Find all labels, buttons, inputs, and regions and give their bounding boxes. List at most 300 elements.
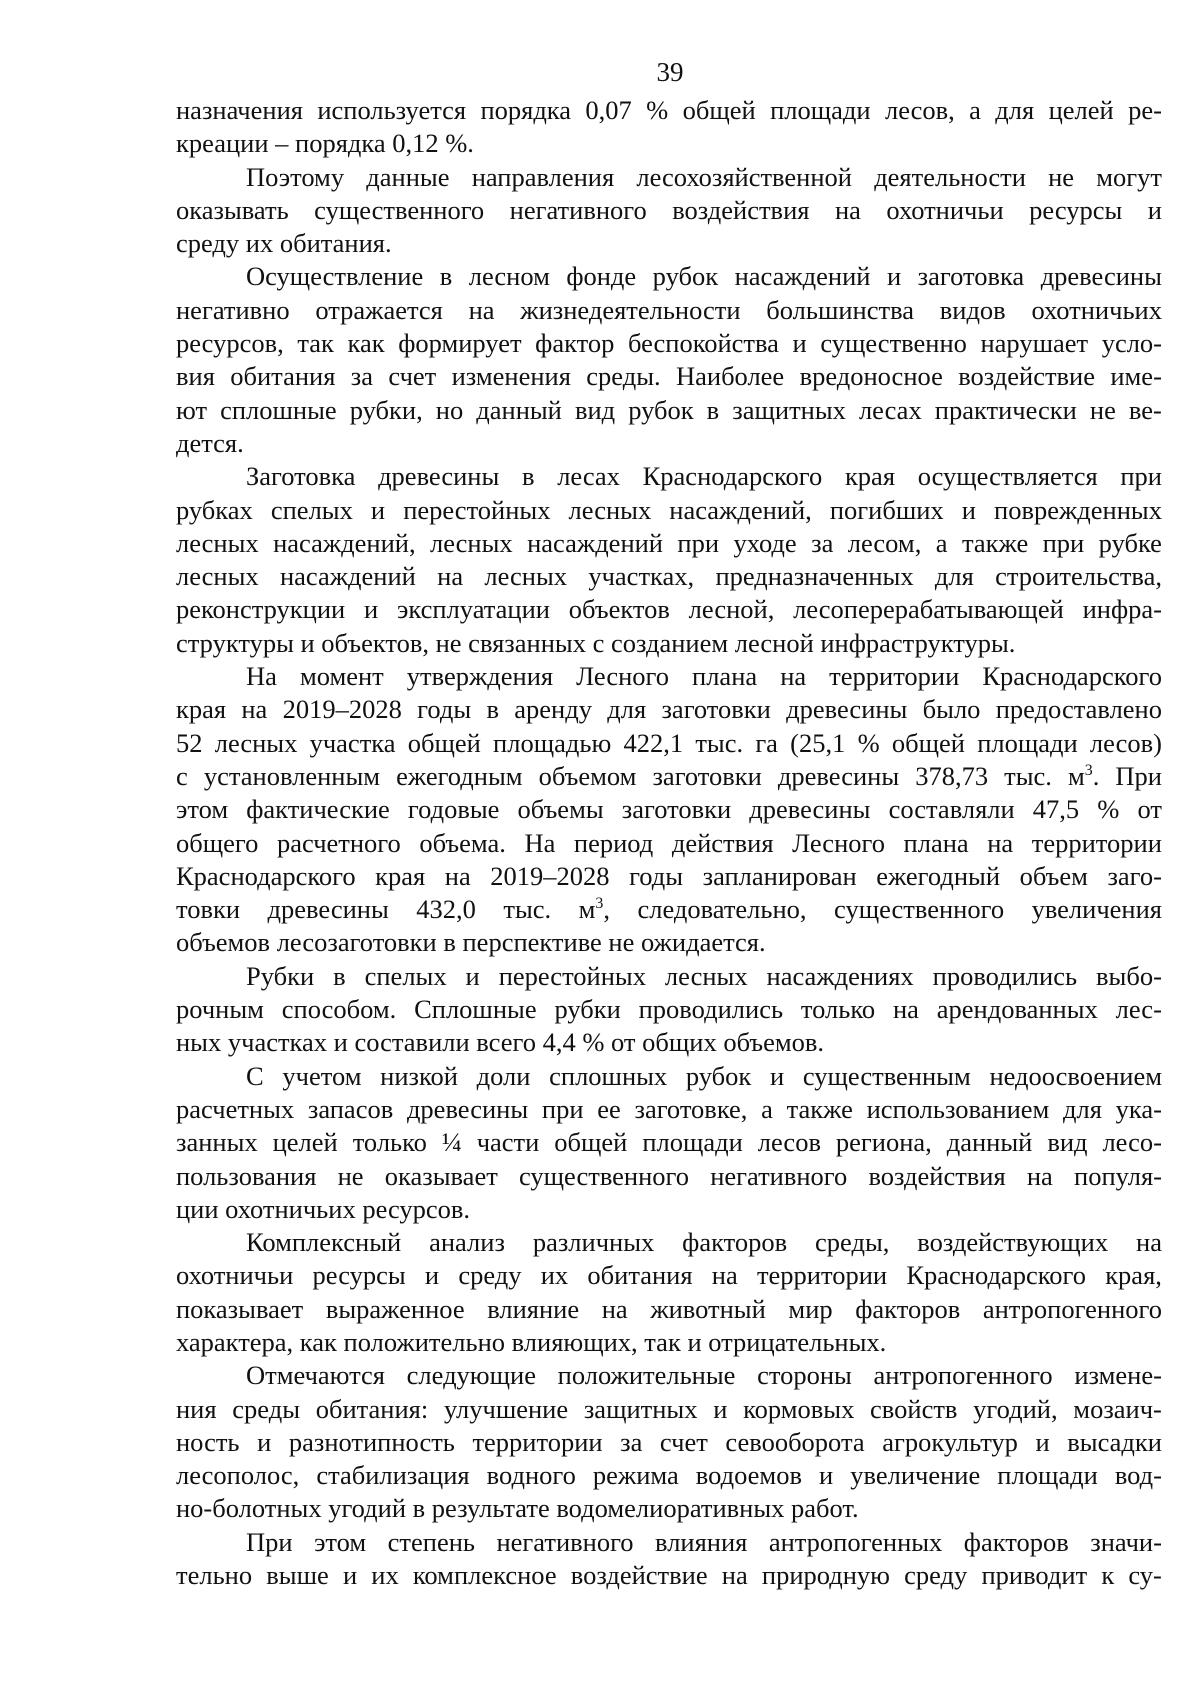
word: сплошные [220, 394, 337, 425]
word: жизнедеятельности [520, 294, 741, 325]
word: насаждениях [766, 960, 914, 991]
word: среду [904, 1560, 968, 1591]
word: площади [770, 95, 871, 125]
word: запасов [307, 1093, 394, 1124]
word: для [607, 694, 647, 725]
word: древесины [749, 794, 871, 825]
word: изменения [451, 361, 571, 392]
word: перестойных [403, 494, 551, 525]
word: 432,0 [416, 894, 476, 925]
word: площади [977, 727, 1078, 758]
word: $м^3$, [578, 894, 610, 925]
word: их [371, 1560, 399, 1591]
word: существенного [518, 1160, 690, 1191]
word: годы [417, 694, 472, 725]
word: в [486, 694, 499, 725]
text-line [176, 1293, 1162, 1326]
word: антропогенных [768, 1526, 943, 1557]
word: стабилизация [316, 1460, 470, 1491]
word: лесных [484, 561, 568, 592]
word: воздействие [570, 1560, 708, 1591]
word: При [246, 1526, 293, 1557]
word: годовые [407, 794, 500, 825]
word: на [834, 194, 861, 225]
word: 47,5 [1032, 794, 1080, 825]
word: Краснодарского [982, 661, 1162, 692]
word: лесных [568, 494, 652, 525]
word: факторов [682, 1227, 788, 1258]
word: Краснодарского [906, 1260, 1086, 1291]
text-line: структуры и объектов, не связанных с созданием лесной инфраструктуры. [176, 627, 1016, 658]
word: их [540, 1260, 569, 1291]
word: на [780, 661, 807, 692]
word: усло- [1101, 328, 1162, 359]
text-line [176, 827, 1162, 860]
word: 422,1 [623, 727, 684, 758]
word: обитания [230, 361, 336, 392]
word: приводит [981, 1560, 1088, 1591]
word: рубках [176, 494, 253, 525]
word: заготовке, [634, 1093, 748, 1124]
word: охотничьи [886, 194, 1004, 225]
word: вия [176, 361, 215, 392]
word: негативного [710, 1160, 848, 1191]
text-line [176, 793, 1162, 826]
word: этом [176, 794, 229, 825]
word: лесом, [847, 527, 922, 558]
word: проводились [638, 994, 784, 1025]
word: Лесного [792, 827, 885, 858]
word: не [337, 1160, 364, 1191]
word: увеличение [850, 1460, 981, 1491]
word: Наиболее [675, 361, 785, 392]
word: площади [997, 1460, 1098, 1491]
word: насаждений [279, 561, 416, 592]
word: воздействие [958, 361, 1095, 392]
word: региона, [835, 1127, 932, 1158]
word: улучшение [443, 1393, 569, 1424]
word: антропогенного [873, 1360, 1053, 1391]
word: существенным [802, 1060, 971, 1091]
word: расчетного [276, 827, 401, 858]
word: недоосвоением [989, 1060, 1162, 1091]
word: установленным [203, 760, 381, 791]
text-line [176, 260, 1162, 293]
word: популя- [1074, 1160, 1162, 1191]
word: свойств [870, 1393, 958, 1424]
word: положительные [557, 1360, 736, 1391]
word: участка [309, 727, 396, 758]
word: объема. [419, 827, 506, 858]
word: степень [387, 1526, 475, 1557]
word: ве- [1128, 394, 1162, 425]
word: счет [388, 361, 437, 392]
word: и [1035, 1426, 1050, 1457]
word: лесных [664, 960, 748, 991]
word: значи- [1090, 1526, 1162, 1557]
text-line [176, 1359, 1162, 1392]
text-line [176, 693, 1162, 726]
word: лесополос, [176, 1460, 300, 1491]
word: насаждений [527, 527, 663, 558]
word: порядка [480, 95, 572, 125]
text-line [176, 1459, 1162, 1492]
text-line [176, 1259, 1162, 1292]
word: момент [299, 661, 384, 692]
word: низкой [380, 1060, 458, 1091]
word: заго- [1107, 860, 1162, 891]
word: Осуществление [246, 261, 424, 292]
word: На [246, 661, 277, 692]
word: 2019–2028 [490, 860, 610, 891]
word: оказывать [176, 194, 289, 225]
word: и [886, 261, 902, 292]
word: беспокойства [627, 328, 779, 359]
word: древесины [406, 1093, 529, 1124]
word: факторов [855, 1293, 961, 1324]
word: существенного [314, 194, 485, 225]
word: су- [1128, 1560, 1162, 1591]
text-line [176, 1093, 1162, 1126]
word: на [987, 827, 1014, 858]
word: а [969, 95, 981, 125]
word: мозаич- [1073, 1393, 1162, 1424]
word: и [1147, 194, 1162, 225]
word: защитных [583, 1393, 698, 1424]
word: лесов) [1089, 727, 1162, 758]
word: этом [314, 1526, 367, 1557]
text-line [176, 1160, 1162, 1193]
word: действия [671, 827, 774, 858]
word: существенно [820, 328, 967, 359]
text-line [176, 1426, 1162, 1459]
word: на [444, 860, 471, 891]
word: и [257, 1426, 272, 1457]
word: данный [946, 1127, 1033, 1158]
text-line: но-болотных угодий в результате водомелиоративных работ. [176, 1493, 859, 1524]
word: Рубки [246, 960, 315, 991]
word: запланирован [702, 860, 857, 891]
word: режима [592, 1460, 679, 1491]
body-text [176, 94, 1162, 1592]
word: было [922, 694, 981, 725]
word: участках, [588, 561, 695, 592]
word: не [1089, 394, 1116, 425]
word: только [800, 994, 876, 1025]
word: воздействия [672, 194, 810, 225]
word: мир [788, 1293, 833, 1324]
word: Комплексный [246, 1227, 402, 1258]
text-line [176, 194, 1162, 227]
word: лесном [468, 261, 550, 292]
word: негативного [509, 194, 647, 225]
word: и [713, 1393, 728, 1424]
word: используется [317, 95, 467, 125]
word: и [961, 494, 976, 525]
word: деятельности [874, 161, 1026, 192]
word: и [819, 1460, 834, 1491]
word: плана [692, 661, 758, 692]
word: края [844, 461, 896, 492]
word: реконструкции [176, 594, 346, 625]
word: насаждений [734, 261, 871, 292]
word: лесах [557, 461, 620, 492]
word: а [935, 527, 948, 558]
word: севооборота [725, 1426, 865, 1457]
word: занных [176, 1127, 258, 1158]
text-line: среду их обитания. [176, 228, 392, 259]
word: инфра- [1082, 594, 1162, 625]
word: природную [761, 1560, 890, 1591]
word: в [333, 960, 346, 991]
text-line [176, 460, 1162, 493]
word: для [934, 561, 974, 592]
word: среды, [815, 1227, 890, 1258]
word: на [1136, 1227, 1162, 1258]
word: общего [176, 827, 259, 858]
word: лесных [176, 527, 259, 558]
word: Отмечаются [246, 1360, 385, 1391]
word: влияния [655, 1526, 748, 1557]
word: площадью [493, 727, 612, 758]
word: га [755, 727, 778, 758]
word: следующие [406, 1360, 536, 1391]
text-line [176, 893, 1162, 926]
text-line [176, 394, 1162, 427]
word: спелых [270, 494, 353, 525]
word: рубки [554, 994, 621, 1025]
word: нарушает [980, 328, 1089, 359]
text-line: ных участках и составили всего 4,4 % от общих объемов. [176, 1027, 825, 1058]
word: к [1101, 1560, 1115, 1591]
word: заготовки [652, 760, 762, 791]
word: период [573, 827, 654, 858]
word: лесных [214, 727, 298, 758]
text-line [176, 327, 1162, 360]
word: и [370, 494, 386, 525]
word: общей [682, 95, 756, 125]
word: комплексное [412, 1560, 557, 1591]
word: объемы [517, 794, 604, 825]
word: 0,07 [585, 95, 632, 125]
word: тыс. [695, 727, 744, 758]
word: ре- [1128, 95, 1162, 125]
text-line [176, 1060, 1162, 1093]
word: объектов [568, 594, 670, 625]
word: вод- [1114, 1460, 1162, 1491]
word: лесоперерабатывающей [793, 594, 1064, 625]
word: а [761, 1093, 773, 1124]
word: на [241, 694, 268, 725]
word: выше [266, 1560, 329, 1591]
word: различных [532, 1227, 655, 1258]
word: территории [472, 1426, 603, 1457]
word: для [1063, 1093, 1102, 1124]
word: заготовка [917, 261, 1025, 292]
word: животный [650, 1293, 766, 1324]
word: предназначенных [715, 561, 914, 592]
word: име- [1110, 361, 1162, 392]
word: измене- [1074, 1360, 1162, 1391]
word: объем [1019, 860, 1088, 891]
word: и [342, 1560, 358, 1591]
word: при [1042, 527, 1085, 558]
word: ресурсы [1029, 194, 1123, 225]
word: на [468, 294, 495, 325]
word: осуществляется [917, 461, 1098, 492]
word: поврежденных [994, 494, 1162, 525]
word: 2019–2028 [282, 694, 402, 725]
word: древесины [777, 760, 900, 791]
text-line [176, 727, 1162, 760]
word: также [961, 527, 1029, 558]
word: обитания [587, 1260, 693, 1291]
text-line [176, 494, 1162, 527]
word: строительства, [995, 561, 1162, 592]
word: анализ [429, 1227, 505, 1258]
word: увеличения [1031, 894, 1162, 925]
word: на [892, 994, 919, 1025]
text-line [176, 960, 1162, 993]
word: разнотипность [288, 1426, 455, 1457]
word: защитных [732, 394, 846, 425]
word: рубке [1098, 527, 1162, 558]
word: При [1115, 760, 1162, 791]
word: существенного [834, 894, 1005, 925]
word: расчетных [176, 1093, 295, 1124]
text-line [176, 860, 1162, 893]
word: обитания: [315, 1393, 429, 1424]
word: Сплошные [414, 994, 537, 1025]
word: древесины [378, 461, 500, 492]
word: и [769, 1060, 785, 1091]
word: общей [891, 727, 965, 758]
text-line [176, 660, 1162, 693]
text-line [176, 94, 1162, 127]
word: лесах [858, 394, 922, 425]
word: использованием [866, 1093, 1050, 1124]
word: отражается [315, 294, 443, 325]
word: вид [1047, 1127, 1088, 1158]
word: негативного [496, 1526, 634, 1557]
word: лесной, [688, 594, 775, 625]
word: плана [903, 827, 969, 858]
text-line [176, 1526, 1162, 1559]
word: ее [597, 1093, 621, 1124]
text-line [176, 560, 1162, 593]
word: общей [407, 727, 481, 758]
text-line [176, 161, 1162, 194]
word: угодий, [973, 1393, 1058, 1424]
word: на [1026, 1160, 1053, 1191]
word: как [347, 328, 385, 359]
page-number: 39 [656, 57, 684, 87]
word: выбо- [1096, 960, 1162, 991]
word: С [246, 1060, 264, 1091]
word: среды. [586, 361, 661, 392]
word: погибших [829, 494, 944, 525]
word: на [437, 561, 464, 592]
word: края [375, 860, 426, 891]
word: также [786, 1093, 853, 1124]
text-line [176, 527, 1162, 560]
word: на [711, 1260, 738, 1291]
word: доли [476, 1060, 531, 1091]
word: способом. [281, 994, 397, 1025]
word: ресурсов, [176, 328, 284, 359]
word: данные [366, 161, 450, 192]
word: Лесного [576, 661, 669, 692]
word: Заготовка [246, 461, 356, 492]
word: и [424, 1260, 440, 1291]
word: водоемов [695, 1460, 802, 1491]
word: Поэтому [246, 161, 345, 192]
word: насаждений, [273, 527, 416, 558]
word: за [811, 527, 834, 558]
word: рочным [176, 994, 264, 1025]
word: для [995, 95, 1035, 125]
word: спелых [364, 960, 447, 991]
word: на [601, 1293, 628, 1324]
word: арендованных [936, 994, 1098, 1025]
word: 378,73 [915, 760, 989, 791]
word: могут [1096, 161, 1162, 192]
text-line: креации – порядка 0,12 %. [176, 128, 474, 159]
word: и [364, 594, 379, 625]
word: $м^3$. [1067, 760, 1100, 791]
word: лес- [1115, 994, 1162, 1025]
word: счет [659, 1426, 708, 1457]
word: следовательно, [637, 894, 807, 925]
word: На [524, 827, 556, 858]
word: показывает [176, 1293, 304, 1324]
word: на [721, 1560, 748, 1591]
word: фактические [246, 794, 390, 825]
text-line: ции охотничьих ресурсов. [176, 1193, 471, 1224]
word: Краснодарского [642, 461, 823, 492]
word: тыс. [1004, 760, 1052, 791]
word: не [1048, 161, 1075, 192]
word: ¼ [441, 1127, 462, 1158]
word: 52 [176, 727, 203, 758]
word: фактор [535, 328, 615, 359]
word: охотничьи [176, 1260, 294, 1291]
word: объемом [538, 760, 637, 791]
word: формирует [398, 328, 522, 359]
word: за [620, 1426, 643, 1457]
word: лесохозяйственной [636, 161, 852, 192]
word: лесных [176, 561, 259, 592]
word: оказывает [384, 1160, 498, 1191]
word: целей [272, 1127, 338, 1158]
word: от [1137, 794, 1162, 825]
word: только [352, 1127, 427, 1158]
word: проводились [932, 960, 1078, 991]
word: но [435, 394, 464, 425]
text-line: объемов лесозаготовки в перспективе не ожидается. [176, 927, 766, 958]
word: ежегодный [876, 860, 1001, 891]
word: (25,1 [790, 727, 846, 758]
text-line: дется. [176, 427, 244, 458]
text-line [176, 1126, 1162, 1159]
word: вид [574, 394, 616, 425]
word: при [541, 1093, 584, 1124]
word: утверждения [406, 661, 554, 692]
word: территории [829, 661, 960, 692]
text-line [176, 294, 1162, 327]
word: среду [458, 1260, 522, 1291]
text-line [176, 760, 1162, 793]
